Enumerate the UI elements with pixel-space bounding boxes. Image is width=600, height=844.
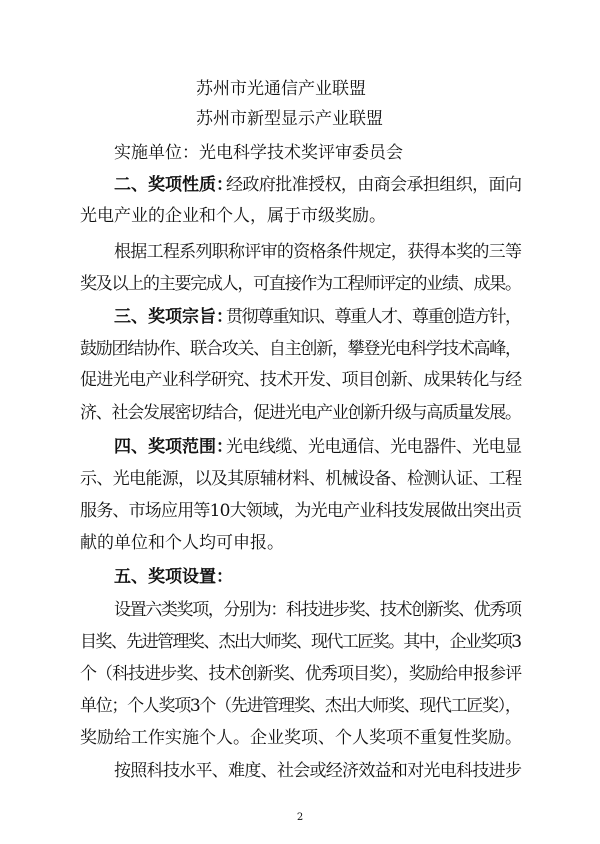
section-heading: 四、奖项范围： xyxy=(114,437,233,457)
page-number: 2 xyxy=(296,812,304,823)
document-page: 苏州市光通信产业联盟 苏州市新型显示产业联盟 实施单位：光电科学技术奖评审委员会 二、奖项性质： 经政府批准授权，由商会承担组织，面向 光电产业的企业和个人，属于市级奖励。 根据工程系列职称评审的资格条件规定，获得本奖的三等 奖及以上的主要完成人，可直接作为工程师评定的业绩、成果。 三、奖项宗旨： 贯彻尊重知识、尊重人才、尊重创造方针， 鼓励团结协作、联合攻关、自主创新，攀登光电科学技术高峰， 促进光电产业科学研究、技术开发、项目创新、成果转化与经 济、社会发展密切结合，促进光电产业创新升级与高质量发展。 四、奖项范围： 光电线缆、光电通信、光电器件、光电显 示、光电能源，以及其原辅材料、机械设备、检测认证、工程 服务、市场应用等10大领域，为光电产业科技发展做出突出贡 献的单位和个人均可申报。 五、奖项设置： 设置六类奖项，分别为：科技进步奖、技术创新奖、优秀项 目奖、先进管理奖、杰出大师奖、现代工匠奖。其中，企业奖项3 个（科技进步奖、技术创新奖、优秀项目奖），奖励给申报参评 单位；个人奖项3个（先进管理奖、杰出大师奖、现代工匠奖）， 奖励给工作实施个人。企业奖项、个人奖项不重复性奖励。 按照科技水平、难度、社会或经济效益和对光电科技进步 2 xyxy=(0,0,600,844)
section-heading: 三、奖项宗旨： xyxy=(114,307,233,327)
section-heading: 五、奖项设置： xyxy=(114,567,233,587)
section-heading: 二、奖项性质： xyxy=(114,175,233,195)
